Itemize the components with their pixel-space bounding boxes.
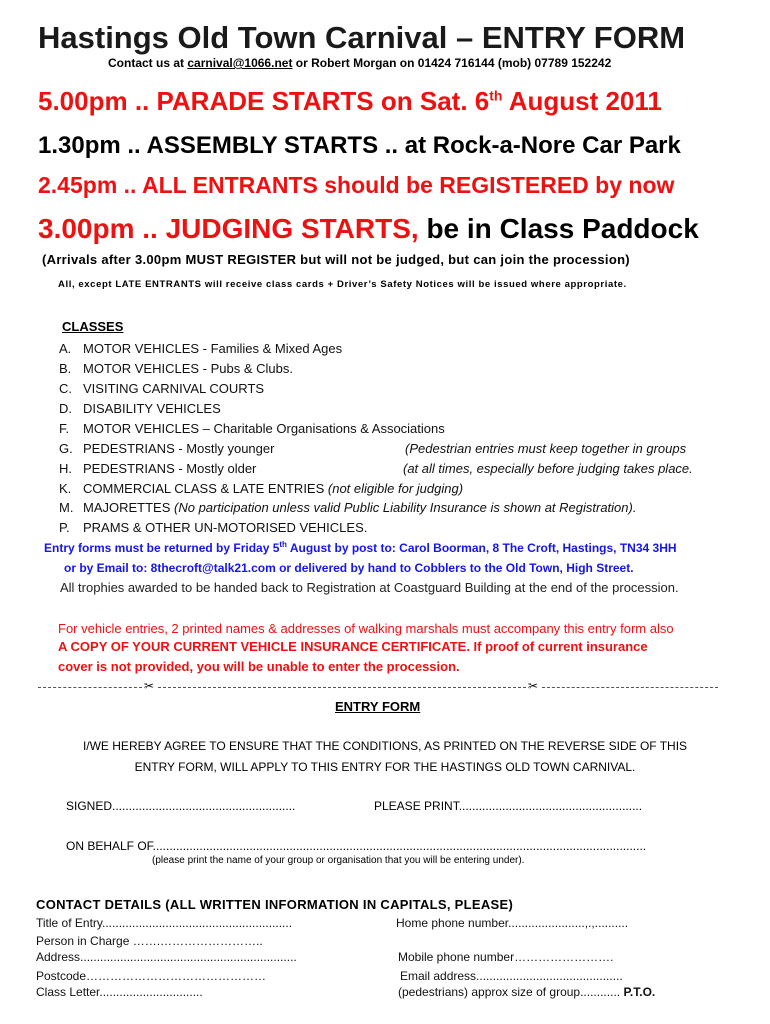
class-item [59, 361, 293, 376]
parade-start-line [38, 86, 662, 117]
parade-tail: August 2011 [502, 86, 662, 116]
class-letter: C. [59, 381, 72, 396]
class-item [59, 441, 274, 456]
class-text: MOTOR VEHICLES - Pubs & Clubs. [83, 361, 293, 376]
contact-details-heading: CONTACT DETAILS (ALL WRITTEN INFORMATION IN CAPITALS, PLEASE) [36, 897, 514, 912]
contact-line [108, 56, 611, 70]
class-item [59, 401, 221, 416]
group-size-field[interactable]: (pedestrians) approx size of group............ [398, 985, 624, 999]
class-cards-note: All, except LATE ENTRANTS will receive class cards + Driver’s Safety Notices will be issued where appropriate. [58, 279, 627, 290]
class-italic-note: (No participation unless valid Public Liability Insurance is shown at Registration). [174, 500, 637, 515]
class-text: PEDESTRIANS - Mostly younger [83, 441, 275, 456]
form-title: Hastings Old Town Carnival – ENTRY FORM [38, 20, 686, 55]
contact-suffix: or Robert Morgan on 01424 716144 (mob) 07789 152242 [292, 56, 612, 70]
scissors-icon: ✂ [528, 679, 539, 693]
class-letter: M. [59, 500, 74, 515]
class-text: VISITING CARNIVAL COURTS [83, 381, 265, 396]
class-letter: K. [59, 481, 72, 496]
return-instructions-line-1 [44, 541, 677, 555]
class-text: MOTOR VEHICLES - Families & Mixed Ages [83, 341, 343, 356]
vehicle-notice-2: A COPY OF YOUR CURRENT VEHICLE INSURANCE CERTIFICATE. If proof of current insurance [58, 639, 648, 654]
pto-label: P.T.O. [623, 985, 656, 999]
judging-red: 3.00pm .. JUDGING STARTS, [38, 213, 419, 244]
person-in-charge-field[interactable]: Person in Charge …….…………………….. [36, 934, 263, 948]
judging-black: be in Class Paddock [418, 213, 699, 244]
class-letter: D. [59, 401, 72, 416]
class-item [59, 421, 445, 436]
class-item [59, 461, 256, 476]
class-text: PRAMS & OTHER UN-MOTORISED VEHICLES. [83, 520, 368, 535]
on-behalf-of-field[interactable]: ON BEHALF OF.................................................................................................................................................... [66, 839, 647, 853]
on-behalf-note: (please print the name of your group or organisation that you will be entering under). [152, 855, 525, 866]
pedestrian-note: (at all times, especially before judging takes place. [403, 461, 693, 476]
please-print-field[interactable]: PLEASE PRINT....................................................... [374, 799, 643, 813]
classes-heading: CLASSES [62, 319, 124, 334]
parade-ordinal: th [489, 87, 503, 104]
entry-form-heading: ENTRY FORM [335, 699, 421, 714]
registration-line: 2.45pm .. ALL ENTRANTS should be REGISTERED by now [38, 172, 675, 198]
agreement-text-2: ENTRY FORM, WILL APPLY TO THIS ENTRY FOR THE HASTINGS OLD TOWN CARNIVAL. [134, 760, 636, 774]
cut-dash [158, 687, 526, 688]
pedestrian-note: (Pedestrian entries must keep together in groups [405, 441, 687, 456]
agreement-text-1: I/WE HEREBY AGREE TO ENSURE THAT THE CONDITIONS, AS PRINTED ON THE REVERSE SIDE OF THIS [82, 739, 688, 753]
contact-email-link[interactable]: carnival@1066.net [187, 56, 293, 70]
class-item [59, 481, 463, 496]
signed-field[interactable]: SIGNED....................................................... [66, 799, 296, 813]
class-item [59, 381, 264, 396]
class-text: PEDESTRIANS - Mostly older [83, 461, 257, 476]
class-item [59, 500, 636, 515]
class-italic-note: (not eligible for judging) [327, 481, 464, 496]
mobile-phone-field[interactable]: Mobile phone number……………………. [398, 950, 614, 964]
class-letter: P. [59, 520, 70, 535]
class-item [59, 341, 342, 356]
class-letter-field[interactable]: Class Letter............................... [36, 985, 203, 999]
class-letter: B. [59, 361, 72, 376]
email-address-field[interactable]: Email address............................................ [400, 969, 623, 983]
cut-dash [542, 687, 718, 688]
return-ordinal: th [279, 540, 287, 549]
vehicle-notice-1: For vehicle entries, 2 printed names & addresses of walking marshals must accompany this entry form also [58, 621, 674, 636]
cut-dash [38, 687, 142, 688]
group-size-line [398, 985, 655, 999]
class-letter: F. [59, 421, 70, 436]
assembly-line: 1.30pm .. ASSEMBLY STARTS .. at Rock-a-Nore Car Park [38, 132, 681, 159]
return-text-a: Entry forms must be returned by Friday 5 [44, 541, 280, 555]
contact-prefix: Contact us at [108, 56, 188, 70]
postcode-field[interactable]: Postcode……………………………………… [36, 969, 267, 983]
judging-line [38, 213, 699, 245]
class-letter: G. [59, 441, 73, 456]
return-instructions-line-2: or by Email to: 8thecroft@talk21.com or delivered by hand to Cobblers to the Old Town, High Street. [64, 561, 634, 575]
class-text: COMMERCIAL CLASS & LATE ENTRIES [83, 481, 328, 496]
home-phone-field[interactable]: Home phone number.......................,.,.......... [396, 916, 629, 930]
class-item [59, 520, 367, 535]
return-text-b: August by post to: Carol Boorman, 8 The Croft, Hastings, TN34 3HH [286, 541, 677, 555]
class-text: DISABILITY VEHICLES [83, 401, 221, 416]
vehicle-notice-3: cover is not provided, you will be unable to enter the procession. [58, 659, 460, 674]
scissors-icon: ✂ [144, 679, 155, 693]
cut-line [38, 681, 718, 693]
class-letter: A. [59, 341, 72, 356]
parade-main: 5.00pm .. PARADE STARTS on Sat. 6 [38, 86, 490, 116]
class-text: MOTOR VEHICLES – Charitable Organisations & Associations [83, 421, 445, 436]
class-letter: H. [59, 461, 72, 476]
class-text: MAJORETTES [83, 500, 175, 515]
trophies-note: All trophies awarded to be handed back to Registration at Coastguard Building at the end of the procession. [60, 580, 679, 595]
arrivals-note: (Arrivals after 3.00pm MUST REGISTER but will not be judged, but can join the procession) [42, 252, 630, 267]
address-field[interactable]: Address................................................................. [36, 950, 297, 964]
title-of-entry-field[interactable]: Title of Entry......................................................... [36, 916, 293, 930]
